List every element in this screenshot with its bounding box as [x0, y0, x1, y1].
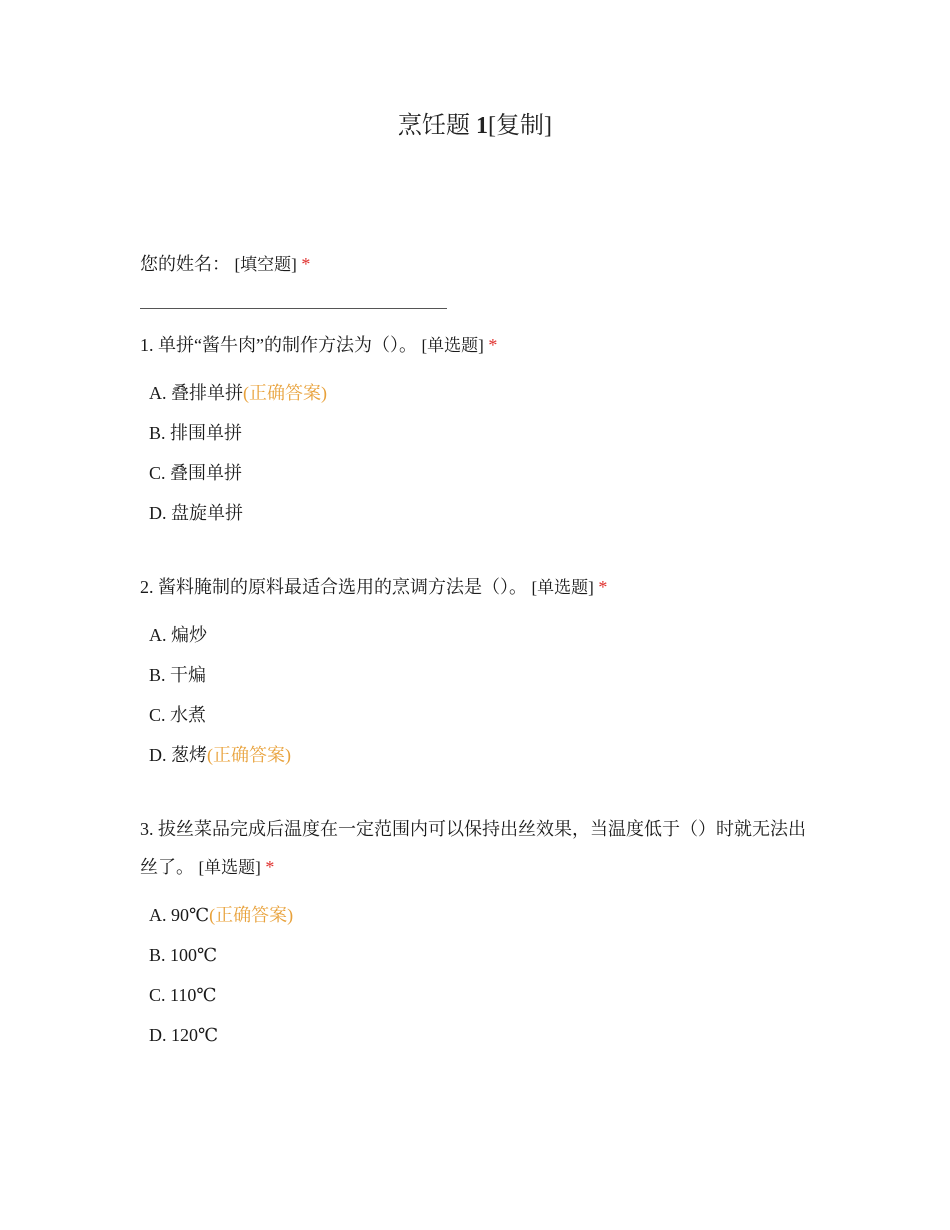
option-c[interactable]	[140, 695, 820, 735]
option-label: B. 100℃	[149, 945, 218, 965]
option-a[interactable]	[140, 615, 820, 655]
option-label: C. 110℃	[149, 985, 217, 1005]
question-text: 1. 单拼“酱牛肉”的制作方法为（）。	[140, 335, 417, 355]
option-label: C. 水煮	[149, 705, 207, 725]
question-text: 3. 拔丝菜品完成后温度在一定范围内可以保持出丝效果，当温度低于（）时就无法出 丝了。	[140, 819, 806, 877]
option-label: A. 90℃	[149, 905, 210, 925]
option-label: D. 120℃	[149, 1025, 219, 1045]
name-input-line[interactable]	[140, 308, 447, 309]
question-type: [单选题]	[531, 578, 594, 597]
option-b[interactable]	[140, 655, 820, 695]
option-label: A. 叠排单拼	[149, 383, 243, 403]
option-b[interactable]	[140, 935, 820, 975]
title-number: 1	[476, 113, 488, 139]
option-b[interactable]	[140, 413, 820, 453]
option-label: D. 葱烤	[149, 745, 207, 765]
question-text: 2. 酱料腌制的原料最适合选用的烹调方法是（）。	[140, 577, 527, 597]
option-d[interactable]	[140, 493, 820, 533]
question-type: [单选题]	[198, 858, 261, 877]
page-title	[0, 110, 950, 142]
option-a[interactable]	[140, 895, 820, 935]
option-list	[140, 895, 820, 1055]
option-label: C. 叠围单拼	[149, 463, 243, 483]
title-suffix: [复制]	[488, 113, 552, 139]
correct-answer-tag: (正确答案)	[209, 905, 294, 925]
title-text: 烹饪题	[398, 113, 470, 139]
correct-answer-tag: (正确答案)	[243, 383, 327, 403]
option-d[interactable]	[140, 1015, 820, 1055]
question-2	[140, 568, 820, 775]
option-c[interactable]	[140, 975, 820, 1015]
option-list	[140, 373, 820, 533]
option-label: B. 干煸	[149, 665, 207, 685]
correct-answer-tag: (正确答案)	[207, 745, 291, 765]
name-question-title	[140, 245, 820, 284]
option-label: B. 排围单拼	[149, 423, 243, 443]
option-label: A. 煸炒	[149, 625, 207, 645]
option-a[interactable]	[140, 373, 820, 413]
option-list	[140, 615, 820, 775]
required-mark: *	[265, 857, 275, 877]
question-title	[140, 568, 820, 607]
name-label: 您的姓名：	[140, 254, 230, 274]
option-label: D. 盘旋单拼	[149, 503, 243, 523]
question-3	[140, 810, 820, 1055]
question-title	[140, 810, 820, 887]
option-c[interactable]	[140, 453, 820, 493]
required-mark: *	[598, 577, 608, 597]
question-1	[140, 326, 820, 533]
required-mark: *	[488, 335, 498, 355]
option-d[interactable]	[140, 735, 820, 775]
required-mark: *	[301, 254, 311, 274]
name-question	[140, 245, 820, 309]
question-type: [单选题]	[421, 336, 484, 355]
question-title	[140, 326, 820, 365]
question-type: [填空题]	[234, 255, 297, 274]
